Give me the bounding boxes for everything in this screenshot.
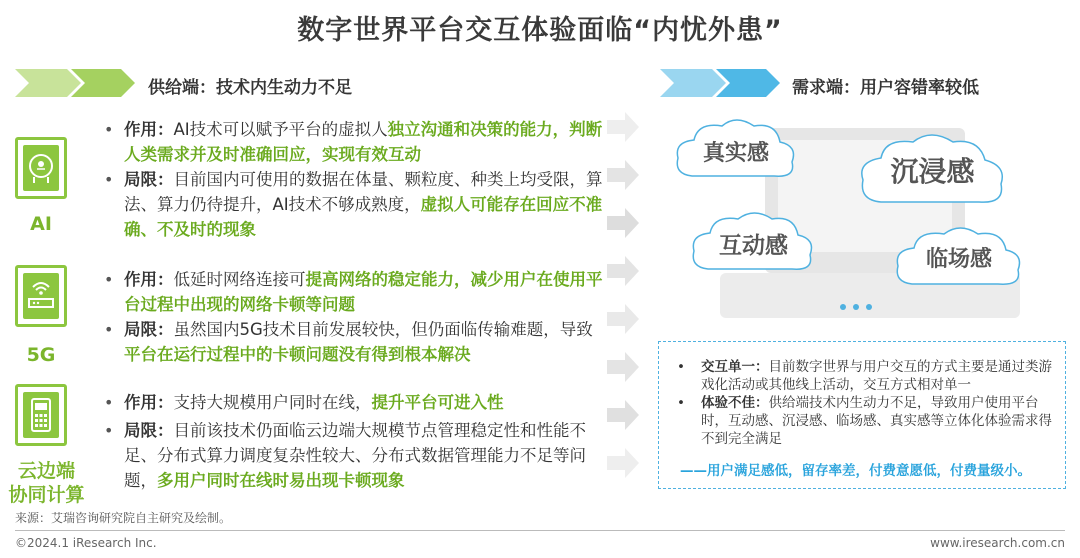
cloud-edge-device-icon [15,384,67,446]
right-arrow-icon [607,304,639,334]
ai-label: AI [30,213,52,235]
right-arrow-icon [607,208,639,238]
right-arrow-icon [607,352,639,382]
source-note: 来源：艾瑞咨询研究院自主研究及绘制。 [15,511,232,525]
ai-text-block [100,117,605,242]
cloud-edge-label-line1: 云边端 [17,460,75,482]
5g-label: 5G [26,344,56,366]
page-title: 数字世界平台交互体验面临“内忧外患” [297,15,783,46]
supply-title: 供给端：技术内生动力不足 [148,78,352,98]
supply-chevrons [15,69,135,97]
list-item: • 交互单一：目前数字世界与用户交互的方式主要是通过类游戏化活动或其他线上活动，交互方式相对单一 [677,359,1052,393]
list-item: • 局限：虽然国内5G技术目前发展较快，但仍面临传输难题，导致平台在运行过程中的卡顿问题没有得到根本解决 [104,320,593,364]
list-item: • 作用：支持大规模用户同时在线，提升平台可进入性 [104,393,504,412]
list-item: • 局限：目前该技术仍面临云边端大规模节点管理稳定性和性能不足、分布式算力调度复杂性较大、分布式数据管理能力不足等问题，多用户同时在线时易出现卡顿现象 [104,421,586,490]
5g-router-icon [15,265,67,327]
right-arrow-icon [607,160,639,190]
list-item: • 局限：目前国内可使用的数据在体量、颗粒度、种类上均受限，算法、算力仍待提升，AI技术不够成熟度，虚拟人可能存在回应不准确、不及时的现象 [104,170,603,239]
cloud-realism: 真实感 [670,114,802,186]
website-link: www.iresearch.com.cn [930,536,1065,550]
right-arrow-icon [607,112,639,142]
demand-conclusion: ——用户满足感低，留存率差，付费意愿低，付费量级小。 [680,463,1031,479]
copyright: ©2024.1 iResearch Inc. [15,536,157,550]
demand-chevrons [660,69,780,97]
right-arrow-icon [607,448,639,478]
list-item: • 体验不佳：供给端技术内生动力不足，导致用户使用平台时，互动感、沉浸感、临场感、真实感等立体化体验需求得不到完全满足 [677,395,1052,447]
cloud-interaction: 互动感 [686,205,821,280]
cloud-immersion: 沉浸感 [855,128,1010,213]
demand-title: 需求端：用户容错率较低 [792,78,979,98]
list-item: • 作用：低延时网络连接可提高网络的稳定能力，减少用户在使用平台过程中出现的网络卡顿等问题 [104,270,603,314]
footer-divider [15,530,1065,531]
cloud-edge-label [4,459,89,507]
right-arrow-icon [607,256,639,286]
demand-points [677,358,1052,448]
list-item: • 作用：AI技术可以赋予平台的虚拟人独立沟通和决策的能力，判断人类需求并及时准确回应，实现有效互动 [104,120,603,164]
right-arrow-icon [607,400,639,430]
ai-icon [15,137,67,199]
cloud-presence: 临场感 [890,222,1028,294]
5g-text-block [100,267,605,367]
cloud-edge-label-line2: 协同计算 [8,484,85,506]
cloud-edge-text-block [100,390,605,493]
